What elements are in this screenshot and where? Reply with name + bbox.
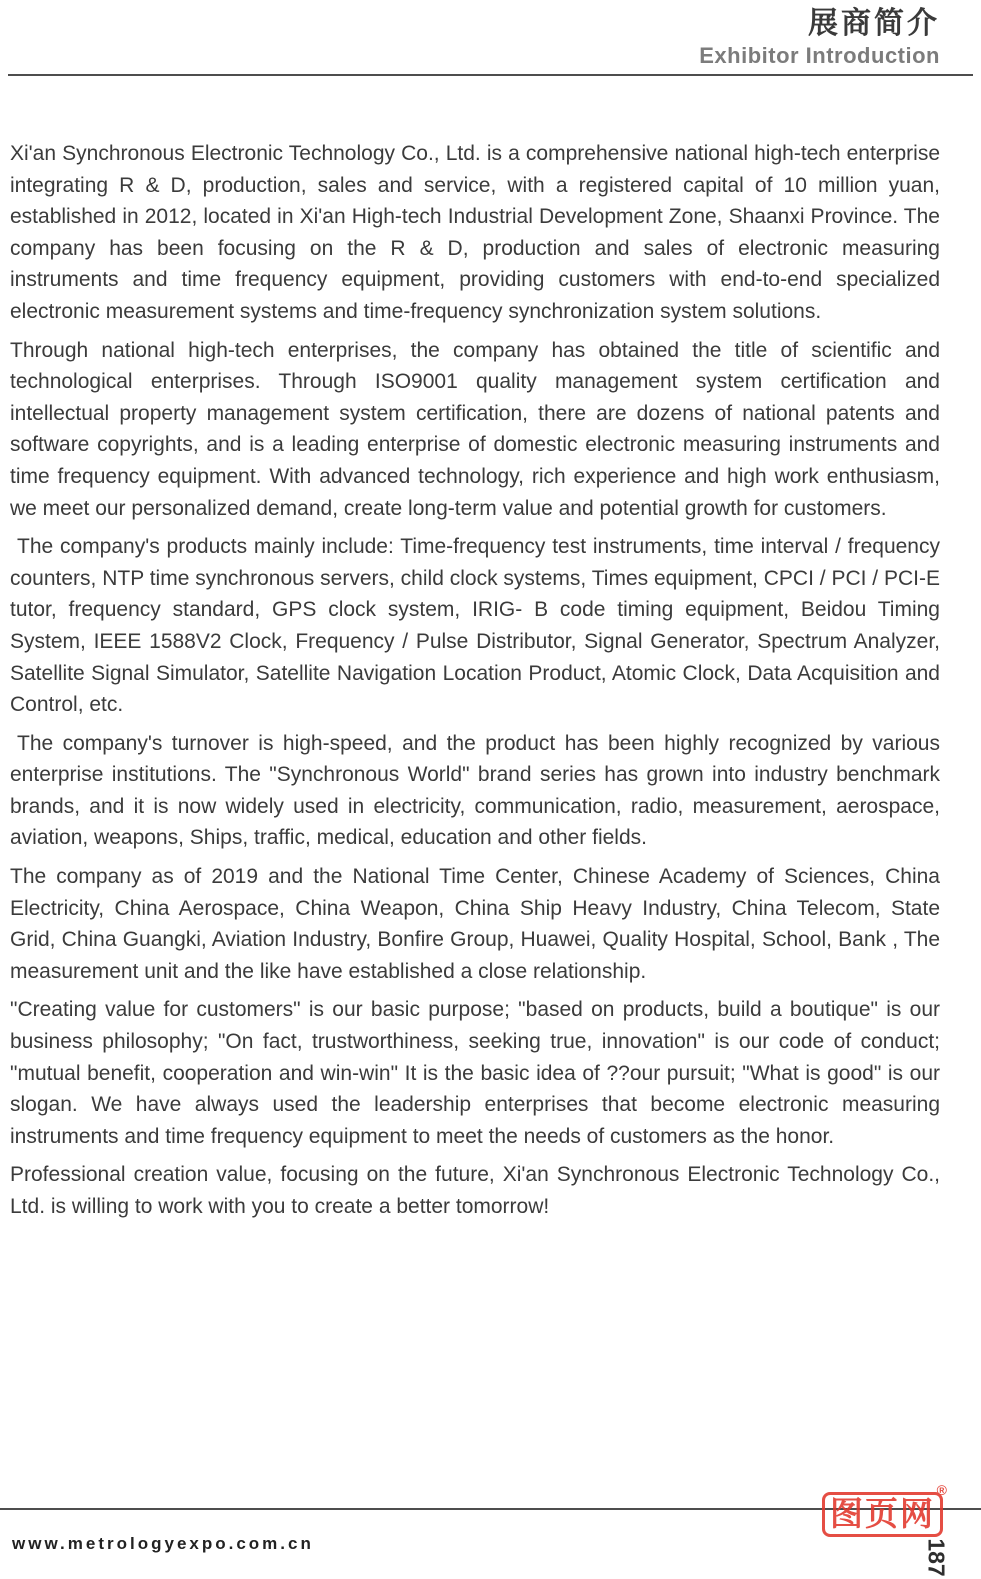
header-title-en: Exhibitor Introduction: [699, 43, 940, 68]
website-url: www.metrologyexpo.com.cn: [12, 1534, 314, 1553]
header-divider: [8, 74, 973, 76]
article: [10, 138, 940, 1230]
page-number: 187: [923, 1538, 950, 1577]
paragraph-company-overview: Xi'an Synchronous Electronic Technology Co., Ltd. is a comprehensive national high-tech enterprise integrating R & D, production, sales and service, with a registered capital of 10 million yuan, established in 2012, located in Xi'an High-tech Industrial Development Zone, Shaanxi Province. The company has been focusing on the R & D, production and sales of electronic measuring instruments and time frequency equipment, providing customers with end-to-end specialized electronic measurement systems and time-frequency synchronization system solutions.: [10, 142, 940, 323]
paragraph-values: "Creating value for customers" is our basic purpose; "based on products, build a boutique" is our business philosophy; "On fact, trustworthiness, seeking true, innovation" is our code of conduct; "mutual benefit, cooperation and win-win" It is the basic idea of ??our pursuit; "What is good" is our slogan. We have always used the leadership enterprises that become electronic measuring instruments and time frequency equipment to meet the needs of customers as the honor.: [10, 998, 940, 1148]
watermark-logo: [822, 1482, 947, 1537]
watermark-text: 图页网: [822, 1492, 943, 1537]
paragraph-products: The company's products mainly include: Time-frequency test instruments, time interval / frequency counters, NTP time synchronous servers, child clock systems, Times equipment, CPCI / PCI / PCI-E tutor, frequency standard, GPS clock system, IRIG- B code timing equipment, Beidou Timing System, IEEE 1588V2 Clock, Frequency / Pulse Distributor, Signal Generator, Spectrum Analyzer, Satellite Signal Simulator, Satellite Navigation Location Product, Atomic Clock, Data Acquisition and Control, etc.: [10, 535, 940, 717]
paragraph-certifications: Through national high-tech enterprises, the company has obtained the title of scientific and technological enterprises. Through ISO9001 quality management system certification and intellectual property management system certification, there are dozens of national patents and software copyrights, and is a leading enterprise of domestic electronic measuring instruments and time frequency equipment. With advanced technology, rich experience and high work enthusiasm, we meet our personalized demand, create long-term value and potential growth for customers.: [10, 338, 940, 520]
paragraph-partners: The company as of 2019 and the National Time Center, Chinese Academy of Sciences, China Electricity, China Aerospace, China Weapon, China Ship Heavy Industry, China Telecom, State Grid, China Guangki, Aviation Industry, Bonfire Group, Huawei, Quality Hospital, School, Bank , The measurement unit and the like have established a close relationship.: [10, 865, 940, 983]
page-header: [699, 6, 940, 69]
paragraph-closing: Professional creation value, focusing on the future, Xi'an Synchronous Electronic Technology Co., Ltd. is willing to work with you to create a better tomorrow!: [10, 1163, 940, 1218]
registered-trademark-icon: ®: [936, 1482, 947, 1498]
paragraph-brand: The company's turnover is high-speed, and the product has been highly recognized by various enterprise institutions. The "Synchronous World" brand series has grown into industry benchmark brands, and it is now widely used in electricity, communication, radio, measurement, aerospace, aviation, weapons, Ships, traffic, medical, education and other fields.: [10, 731, 940, 850]
header-title-zh: 展商简介: [808, 7, 940, 40]
